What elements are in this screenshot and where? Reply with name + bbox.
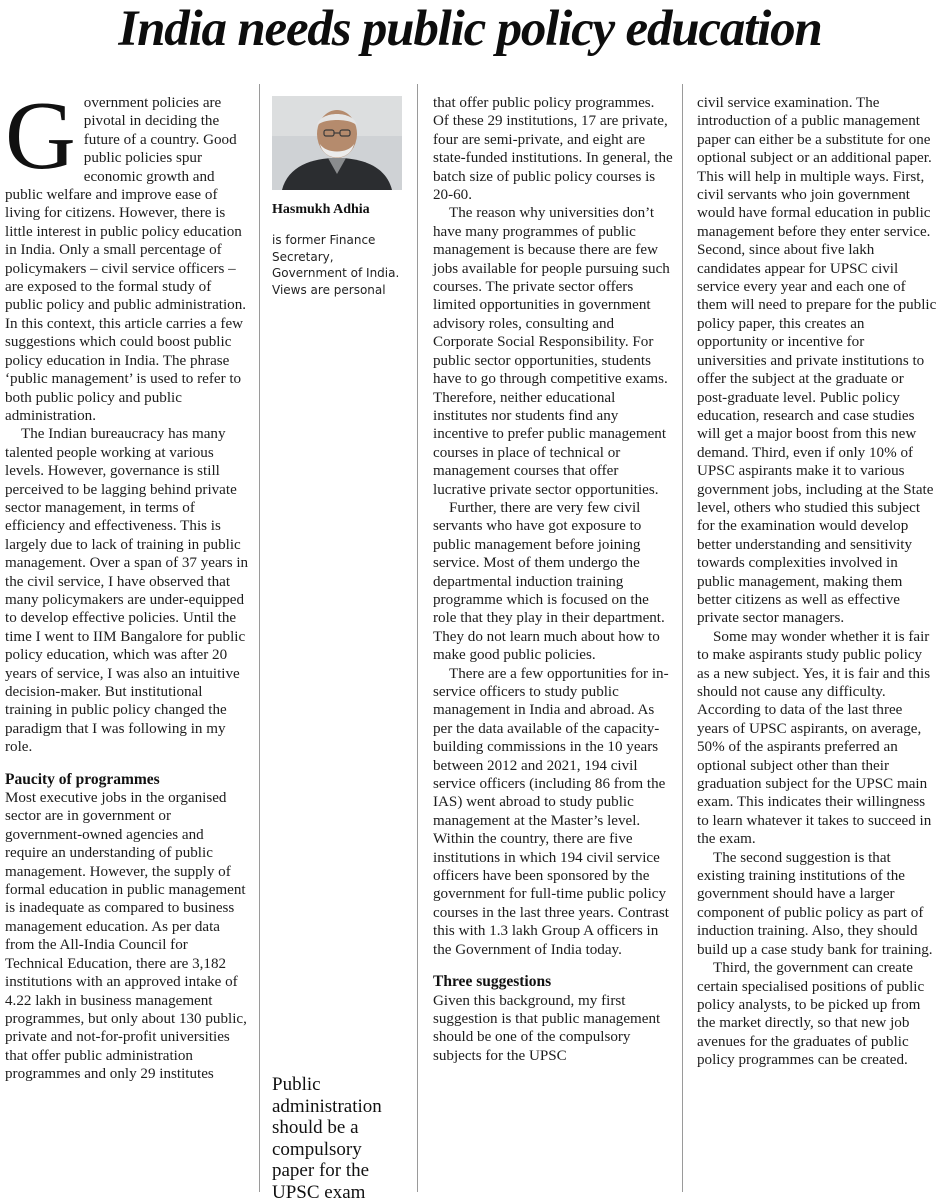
column-divider (259, 84, 260, 1192)
paragraph: The second suggestion is that existing training institutions of the government should have a larger component of public policy as part of induction training. Also, they should build up a case study bank for training. (697, 849, 933, 958)
lead-paragraph (5, 82, 249, 425)
paragraph: Given this background, my first suggestion is that public management should be one of the compulsory subjects for the UPSC (433, 992, 661, 1064)
column-divider (417, 84, 418, 1192)
author-portrait-icon (272, 96, 402, 190)
paragraph: Some may wonder whether it is fair to make aspirants study public policy as a new subject. Yes, it is fair and this should not cause any difficulty. According to data of the last three years of UPSC aspirants, on average, 50% of the aspirants preferred an optional subject other than their graduation subject for the UPSC main exam. This indicates their willingness to learn whatever it takes to succeed in the exam. (697, 628, 932, 848)
author-name: Hasmukh Adhia (272, 202, 370, 217)
column-divider (682, 84, 683, 1192)
paragraph: The Indian bureaucracy has many talented people working at various levels. However, governance is still perceived to be lagging behind private sector management, in terms of efficiency and effectiveness. This is largely due to lack of training in public management. Over a span of 37 years in the civil service, I have observed that many policymakers are under-equipped to develop effective policies. Until the time I went to IIM Bangalore for public policy education, which was after 20 years of service, I was also an intuitive decision-maker. But institutional training in public policy changed the paradigm that I was following in my role. (5, 426, 249, 756)
paragraph: There are a few opportunities for in-service officers to study public management in India and abroad. As per the data available of the capacity-building commissions in the 10 years between 2012 and 2021, 194 civil service officers (including 86 from the IAS) went abroad to study public management at the Master’s level. Within the country, there are five institutions in which 194 civil service officers have been sponsored by the government for full-time public policy courses in the last three years. Contrast this with 1.3 lakh Group A officers in the Government of India today. (433, 665, 669, 958)
article-column-4 (697, 94, 937, 1070)
paragraph: Most executive jobs in the organised sector are in government or government-owned agencies and require an understanding of public management. However, the supply of formal education in public management is inadequate as compared to business management education. As per data from the All-India Council for Technical Education, there are 3,182 institutions with an approved intake of 4.22 lakh in business management programmes, but only about 130 public, private and not-for-profit universities that offer public administration programmes and only 29 institutes (5, 790, 247, 1083)
article-column-1 (5, 82, 249, 1084)
section-heading: Paucity of programmes (5, 770, 160, 788)
author-bio: is former Finance Secretary, Government of India. Views are personal (272, 233, 400, 297)
paragraph: civil service examination. The introduction of a public management paper can either be a substitute for one optional subject or an additional paper. This will help in multiple ways. First, civil servants who join government would have formal education in public management before they enter service. Second, since about five lakh candidates appear for UPSC civil service every year and each one of them will need to prepare for the public policy paper, this creates an opportunity or incentive for universities and private institutions to offer the subject at the graduate or post-graduate level. Public policy education, research and case studies will get a major boost from this new demand. Third, even if only 10% of UPSC aspirants make it to various government jobs, including at the State level, others who studied this subject for the examination would develop better understanding and sensitivity towards complexities involved in public management, making them better citizens as well as effective private sector managers. (697, 95, 937, 627)
pull-quote: Public administration should be a compulsory paper for the UPSC exam (272, 1074, 382, 1203)
section-heading: Three suggestions (433, 973, 552, 991)
article-column-3 (433, 94, 673, 1065)
paragraph: Third, the government can create certain specialised positions of public policy analysts, to be picked up from the market directly, so that new job avenues for the graduates of public policy programmes can be created. (697, 960, 925, 1069)
author-photo (272, 96, 402, 190)
headline: India needs public policy education (118, 1, 822, 57)
paragraph-text: overnment policies are pivotal in deciding the future of a country. Good public policies spur economic growth and public welfare and improve ease of living for citizens. However, there is little interest in public policy education in India. Only a small percentage of policymakers – civil service officers – are exposed to the formal study of public policy and public administration. In this context, this article carries a few suggestions which could boost public policy education in India. The phrase ‘public management’ is used to refer to both public policy and public administration. (5, 95, 247, 424)
paragraph: Further, there are very few civil servants who have got exposure to public management before joining service. Most of them undergo the departmental induction training programme which is focused on the role that they play in their department. They do not learn much about how to make good public policies. (433, 499, 665, 664)
paragraph: The reason why universities don’t have many programmes of public management is because there are few jobs available for people pursuing such courses. The private sector offers limited opportunities in government advisory roles, consulting and Corporate Social Responsibility. For public sector opportunities, students have to go through competitive exams. Therefore, neither educational institutes nor students find any incentive to prefer public management courses in place of technical or management courses that offer lucrative private sector opportunities. (433, 205, 670, 498)
drop-cap: G (5, 82, 76, 190)
paragraph: that offer public policy programmes. Of these 29 institutions, 17 are private, four are semi-private, and eight are state-funded institutions. In general, the batch size of public policy courses is 20-60. (433, 95, 673, 204)
